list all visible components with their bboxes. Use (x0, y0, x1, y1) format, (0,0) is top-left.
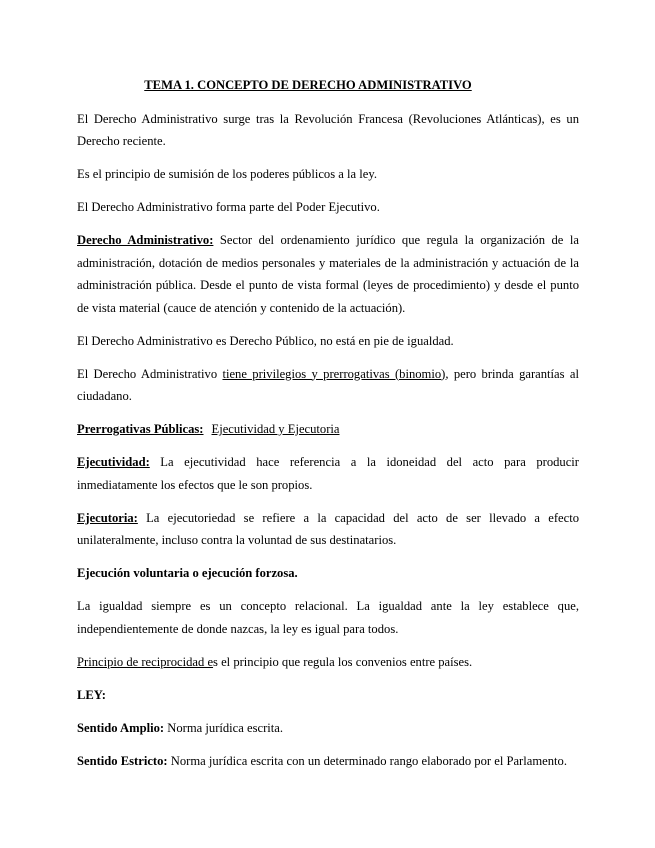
paragraph-origin: El Derecho Administrativo surge tras la Revolución Francesa (Revoluciones Atlánticas), es un Derecho reciente. (77, 111, 579, 148)
prerogatives-label: Prerrogativas Públicas: (77, 422, 204, 436)
paragraph-prerogatives (77, 418, 579, 441)
ejecutividad-text: La ejecutividad hace referencia a la idoneidad del acto para producir inmediatamente los efectos que le son propios. (77, 455, 579, 492)
privileges-before: El Derecho Administrativo (77, 366, 223, 381)
definition-label: Derecho Administrativo: (77, 233, 214, 247)
privileges-after: , pero brinda garantías al ciudadano. (77, 366, 579, 403)
sentido-estricto-label: Sentido Estricto: (77, 753, 168, 768)
paragraph-sentido-estricto (77, 750, 579, 773)
privileges-underlined: tiene privilegios y prerrogativas (binomio) (222, 366, 446, 381)
paragraph-ejecucion: Ejecución voluntaria o ejecución forzosa. (77, 566, 298, 580)
document-page (77, 74, 579, 783)
sentido-amplio-text: Norma jurídica escrita. (164, 720, 284, 735)
prerogatives-text: Ejecutividad y Ejecutoria (211, 422, 340, 436)
ejecutoria-text: La ejecutoriedad se refiere a la capacidad del acto de ser llevado a efecto unilateralmente, incluso contra la voluntad de sus destinatarios. (77, 510, 579, 547)
sentido-estricto-text: Norma jurídica escrita con un determinado rango elaborado por el Parlamento. (167, 753, 567, 768)
paragraph-definition (77, 229, 579, 319)
ejecutoria-label: Ejecutoria: (77, 510, 138, 525)
reciprocidad-underlined: Principio de reciprocidad e (77, 654, 214, 669)
paragraph-reciprocidad (77, 651, 579, 674)
paragraph-sentido-amplio (77, 717, 579, 740)
definition-text: Sector del ordenamiento jurídico que regula la organización de la administración, dotación de medios personales y materiales de la administración y actuación de la administración pública. Desde el punto de vista formal (leyes de procedimiento) y desde el punto de vista material (cauce de atención y contenido de la actuación). (77, 233, 579, 315)
paragraph-privileges (77, 363, 579, 408)
ejecutividad-label: Ejecutividad: (77, 455, 150, 469)
paragraph-public-law: El Derecho Administrativo es Derecho Público, no está en pie de igualdad. (77, 333, 454, 348)
page-title: TEMA 1. CONCEPTO DE DERECHO ADMINISTRATIVO (144, 78, 472, 92)
paragraph-ejecutividad (77, 451, 579, 496)
sentido-amplio-label: Sentido Amplio: (77, 720, 165, 735)
reciprocidad-text: s el principio que regula los convenios entre países. (213, 654, 473, 669)
paragraph-igualdad: La igualdad siempre es un concepto relacional. La igualdad ante la ley establece que, independientemente de donde nazcas, la ley es igual para todos. (77, 599, 579, 636)
paragraph-principle: Es el principio de sumisión de los poderes públicos a la ley. (77, 167, 377, 181)
paragraph-ejecutoria (77, 507, 579, 552)
paragraph-ley-heading: LEY: (77, 687, 106, 702)
paragraph-executive: El Derecho Administrativo forma parte del Poder Ejecutivo. (77, 200, 380, 214)
